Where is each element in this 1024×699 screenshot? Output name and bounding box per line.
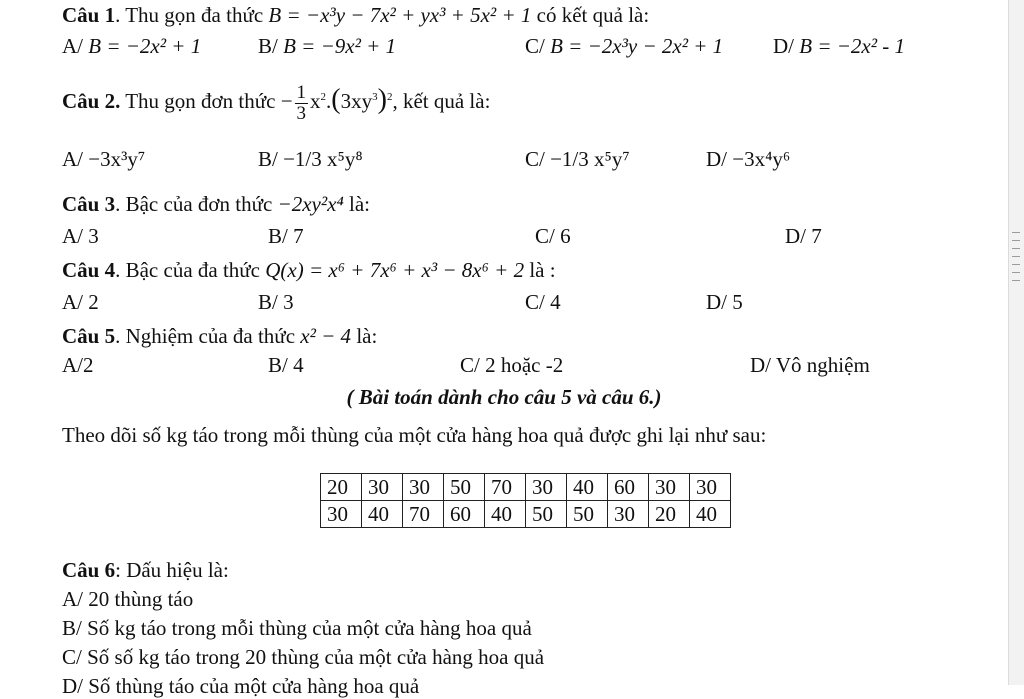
table-cell: 50 xyxy=(526,501,567,528)
table-cell: 30 xyxy=(321,501,362,528)
table-cell: 40 xyxy=(362,501,403,528)
ruler-tick xyxy=(1012,280,1020,281)
q1-option-d: D/ B = −2x² - 1 xyxy=(773,34,906,58)
ruler-tick xyxy=(1012,256,1020,257)
ruler-tick xyxy=(1012,248,1020,249)
question-4-text: . Bậc của đa thức xyxy=(115,258,266,282)
problem-intro: Theo dõi số kg táo trong mỗi thùng của một cửa hàng hoa quả được ghi lại như sau: xyxy=(62,423,767,447)
question-5-label: Câu 5 xyxy=(62,324,116,348)
table-cell: 40 xyxy=(690,501,731,528)
table-cell: 70 xyxy=(485,474,526,501)
q3-option-a: A/ 3 xyxy=(62,224,99,248)
q4-option-a: A/ 2 xyxy=(62,290,99,314)
q3-option-b: B/ 7 xyxy=(268,224,304,248)
question-3-text: . Bậc của đơn thức xyxy=(115,192,278,216)
q3-option-d: D/ 7 xyxy=(785,224,822,248)
question-4-expression: Q(x) = x⁶ + 7x⁶ + x³ − 8x⁶ + 2 xyxy=(265,258,525,282)
q4-option-c: C/ 4 xyxy=(525,290,561,314)
question-6-label: Câu 6 xyxy=(62,558,116,582)
question-5-expression: x² − 4 xyxy=(300,324,352,348)
data-table xyxy=(320,473,731,528)
q2-option-d: D/ −3x⁴y⁶ xyxy=(706,147,791,171)
question-2-label: Câu 2. xyxy=(62,89,121,113)
q2-option-b: B/ −1/3 x⁵y⁸ xyxy=(258,147,363,171)
table-cell: 30 xyxy=(649,474,690,501)
table-cell: 60 xyxy=(608,474,649,501)
q5-option-b: B/ 4 xyxy=(268,353,304,377)
q6-option-a: A/ 20 thùng táo xyxy=(62,587,194,611)
table-cell: 30 xyxy=(608,501,649,528)
question-4-label: Câu 4 xyxy=(62,258,116,282)
question-4-tail: là : xyxy=(524,258,556,282)
ruler-tick xyxy=(1012,240,1020,241)
q2-option-a: A/ −3x³y⁷ xyxy=(62,147,146,171)
table-cell: 50 xyxy=(567,501,608,528)
question-3-label: Câu 3 xyxy=(62,192,116,216)
table-cell: 30 xyxy=(526,474,567,501)
q1-option-b: B/ B = −9x² + 1 xyxy=(258,34,397,58)
table-cell: 30 xyxy=(362,474,403,501)
question-2-text: Thu gọn đơn thức xyxy=(120,89,281,113)
question-5 xyxy=(62,323,377,349)
q6-option-c: C/ Số số kg táo trong 20 thùng của một cửa hàng hoa quả xyxy=(62,645,545,669)
ruler-tick xyxy=(1012,272,1020,273)
q2-option-c: C/ −1/3 x⁵y⁷ xyxy=(525,147,630,171)
q4-option-d: D/ 5 xyxy=(706,290,743,314)
problem-note: ( Bài toán dành cho câu 5 và câu 6.) xyxy=(346,385,662,409)
question-1-label: Câu 1 xyxy=(62,3,116,27)
table-row xyxy=(321,474,731,501)
q4-option-b: B/ 3 xyxy=(258,290,294,314)
question-5-text: . Nghiệm của đa thức xyxy=(115,324,301,348)
question-4 xyxy=(62,257,556,283)
question-1-text: . Thu gọn đa thức xyxy=(115,3,269,27)
question-5-tail: là: xyxy=(351,324,378,348)
table-cell: 70 xyxy=(403,501,444,528)
side-panel-strip xyxy=(1008,0,1024,685)
q1-option-a: A/ B = −2x² + 1 xyxy=(62,34,202,58)
question-2-tail: , kết quả là: xyxy=(392,89,491,113)
q3-option-c: C/ 6 xyxy=(535,224,571,248)
ruler-tick xyxy=(1012,264,1020,265)
question-3-tail: là: xyxy=(343,192,371,216)
question-3-expression: −2xy²x⁴ xyxy=(277,192,344,216)
table-cell: 40 xyxy=(567,474,608,501)
table-cell: 20 xyxy=(649,501,690,528)
table-cell: 40 xyxy=(485,501,526,528)
table-cell: 60 xyxy=(444,501,485,528)
question-6-text: : Dấu hiệu là: xyxy=(115,558,229,582)
table-row xyxy=(321,501,731,528)
question-1 xyxy=(62,2,649,28)
q6-option-b: B/ Số kg táo trong mỗi thùng của một cửa hàng hoa quả xyxy=(62,616,532,640)
question-1-tail: có kết quả là: xyxy=(531,3,650,27)
table-cell: 30 xyxy=(403,474,444,501)
question-6 xyxy=(62,557,229,583)
ruler-tick xyxy=(1012,232,1020,233)
question-2-expression: − $\frac{1}{3}$ $x^2.(3xy^3)^2$ xyxy=(280,81,393,124)
q1-option-c: C/ B = −2x³y − 2x² + 1 xyxy=(525,34,724,58)
table-cell: 30 xyxy=(690,474,731,501)
table-cell: 20 xyxy=(321,474,362,501)
question-1-expression: B = −x³y − 7x² + yx³ + 5x² + 1 xyxy=(268,3,532,27)
q5-option-a: A/2 xyxy=(62,353,94,377)
q5-option-c: C/ 2 hoặc -2 xyxy=(460,353,564,377)
question-3 xyxy=(62,191,370,217)
table-cell: 50 xyxy=(444,474,485,501)
question-2 xyxy=(62,78,490,124)
q6-option-d: D/ Số thùng táo của một cửa hàng hoa quả xyxy=(62,674,420,698)
q5-option-d: D/ Vô nghiệm xyxy=(750,353,870,377)
